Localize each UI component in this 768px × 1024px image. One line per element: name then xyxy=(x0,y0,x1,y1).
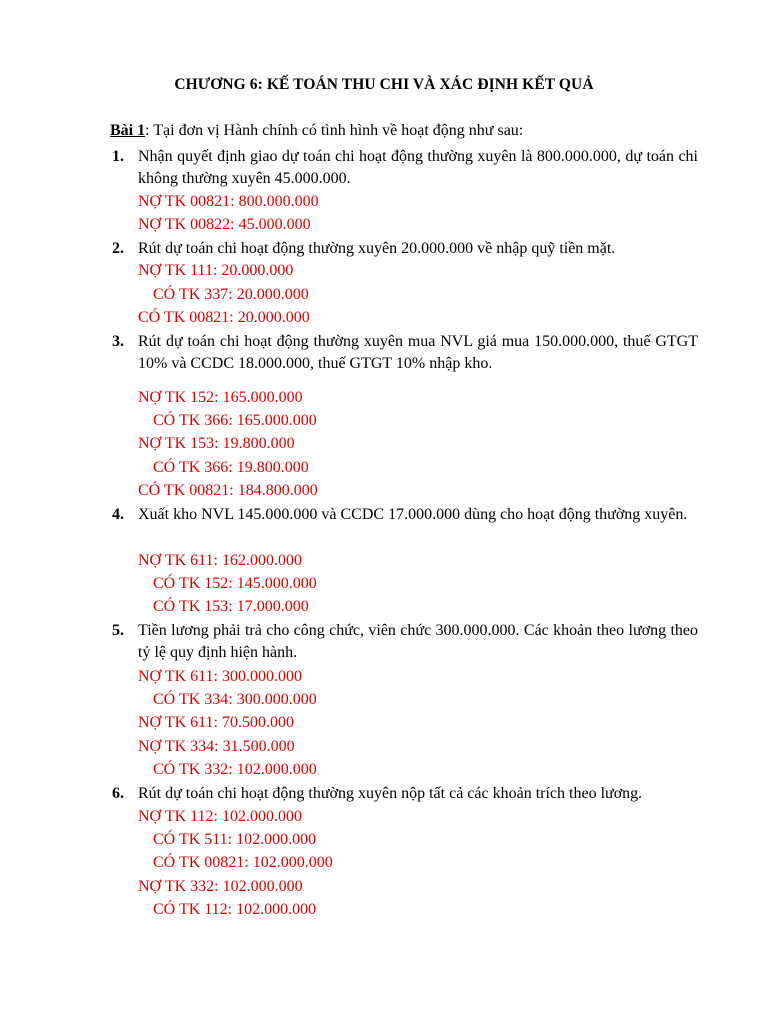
journal-entry-credit: CÓ TK 112: 102.000.000 xyxy=(153,901,317,918)
exercise-item-1 xyxy=(112,146,698,190)
journal-entry-debit: NỢ TK 332: 102.000.000 xyxy=(138,878,303,895)
journal-entry-credit: CÓ TK 332: 102.000.000 xyxy=(153,761,317,778)
item-text: Rút dự toán chi hoạt động thường xuyên 20.000.000 về nhập quỹ tiền mặt. xyxy=(138,240,616,257)
item-text: Nhận quyết định giao dự toán chi hoạt động thường xuyên là 800.000.000, dự toán chi không thường xuyên 45.000.000. xyxy=(138,148,698,187)
journal-entry-debit: NỢ TK 153: 19.800.000 xyxy=(138,435,295,452)
exercise-item-3 xyxy=(112,331,698,375)
journal-entry-credit: CÓ TK 00821: 184.800.000 xyxy=(138,482,318,499)
journal-entry-credit: CÓ TK 337: 20.000.000 xyxy=(153,286,309,303)
exercise-item-6 xyxy=(112,783,698,805)
journal-entry-debit: NỢ TK 611: 300.000.000 xyxy=(138,668,302,685)
journal-entry-debit: NỢ TK 00821: 800.000.000 xyxy=(138,193,319,210)
item-text: Rút dự toán chi hoạt động thường xuyên mua NVL giá mua 150.000.000, thuế GTGT 10% và CCDC 18.000.000, thuế GTGT 10% nhập kho. xyxy=(138,333,698,372)
item-number: 4. xyxy=(112,506,124,523)
exercise-item-5 xyxy=(112,620,698,664)
journal-entry-credit: CÓ TK 152: 145.000.000 xyxy=(153,575,317,592)
journal-entry-credit: CÓ TK 00821: 20.000.000 xyxy=(138,309,310,326)
journal-entry-debit: NỢ TK 611: 162.000.000 xyxy=(138,552,302,569)
journal-entry-credit: CÓ TK 00821: 102.000.000 xyxy=(153,854,333,871)
item-number: 6. xyxy=(112,785,124,802)
journal-entry-debit: NỢ TK 112: 102.000.000 xyxy=(138,808,302,825)
chapter-title: CHƯƠNG 6: KẾ TOÁN THU CHI VÀ XÁC ĐỊNH KẾT QUẢ xyxy=(174,76,594,93)
journal-entry-debit: NỢ TK 00822: 45.000.000 xyxy=(138,216,311,233)
journal-entry-debit: NỢ TK 152: 165.000.000 xyxy=(138,389,303,406)
item-text: Tiền lương phải trả cho công chức, viên chức 300.000.000. Các khoản theo lương theo tỷ lệ quy định hiện hành. xyxy=(138,622,698,661)
journal-entry-debit: NỢ TK 111: 20.000.000 xyxy=(138,262,294,279)
journal-entry-credit: CÓ TK 334: 300.000.000 xyxy=(153,691,317,708)
item-number: 3. xyxy=(112,333,124,350)
exercise-item-4 xyxy=(112,504,698,526)
journal-entry-credit: CÓ TK 153: 17.000.000 xyxy=(153,598,309,615)
item-text: Xuất kho NVL 145.000.000 và CCDC 17.000.000 dùng cho hoạt động thường xuyên. xyxy=(138,506,688,523)
item-text: Rút dự toán chi hoạt động thường xuyên nộp tất cả các khoản trích theo lương. xyxy=(138,785,643,802)
journal-entry-credit: CÓ TK 366: 19.800.000 xyxy=(153,459,309,476)
journal-entry-debit: NỢ TK 334: 31.500.000 xyxy=(138,738,295,755)
exercise-intro-text: : Tại đơn vị Hành chính có tình hình về hoạt động như sau: xyxy=(145,122,524,139)
exercise-item-2 xyxy=(112,238,698,260)
item-number: 5. xyxy=(112,622,124,639)
journal-entry-credit: CÓ TK 366: 165.000.000 xyxy=(153,412,317,429)
journal-entry-credit: CÓ TK 511: 102.000.000 xyxy=(153,831,317,848)
item-number: 2. xyxy=(112,240,124,257)
exercise-label: Bài 1 xyxy=(110,122,146,139)
journal-entry-debit: NỢ TK 611: 70.500.000 xyxy=(138,714,294,731)
item-number: 1. xyxy=(112,148,124,165)
exercise-intro xyxy=(110,122,523,140)
